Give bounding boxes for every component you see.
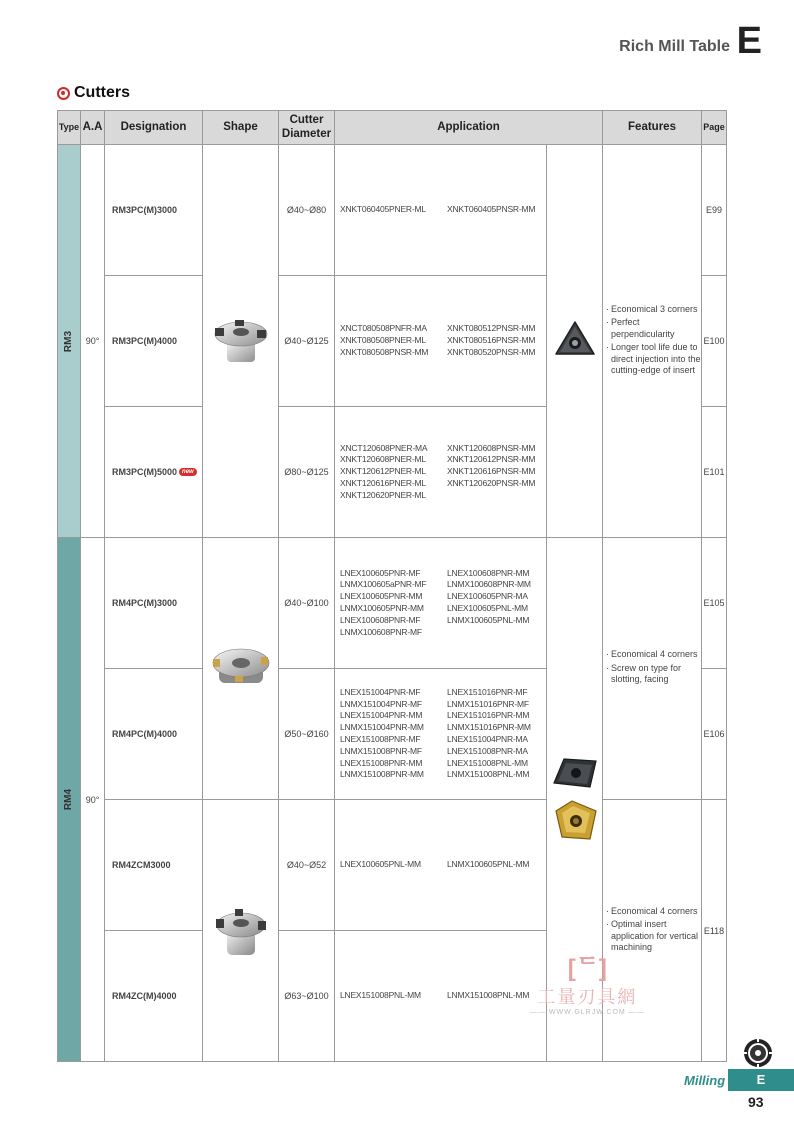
application-cell [335, 669, 547, 800]
insert-code: LNMX100608PNR-MF [340, 626, 422, 637]
feature-item: · Perfect perpendicularity [606, 317, 701, 340]
page-cell: E99 [702, 145, 727, 276]
type-cell-rm3: RM3 [58, 145, 81, 538]
features-cell [603, 145, 702, 538]
diameter-cell: Ø40~Ø80 [279, 145, 335, 276]
footer-tab: E [728, 1069, 794, 1091]
feature-item: · Economical 3 corners [606, 304, 701, 316]
col-aa: A.A [81, 111, 105, 145]
section-title: Cutters [74, 84, 131, 101]
insert-code: LNEX151016PNR-MM [447, 710, 530, 721]
insert-code: LNMX100605PNL-MM [447, 614, 530, 625]
application-cell [335, 931, 547, 1062]
features-cell [603, 800, 702, 1062]
insert-code: XNKT120608PNSR-MM [447, 442, 536, 453]
section-heading [57, 84, 130, 102]
insert-code: LNEX100605PNR-MM [340, 591, 423, 602]
shape-cell [203, 800, 279, 1062]
page-cell: E105 [702, 538, 727, 669]
diameter-cell: Ø40~Ø125 [279, 276, 335, 407]
shape-cell [203, 538, 279, 800]
insert-code: XNKT080508PNER-ML [340, 335, 426, 346]
insert-code: LNEX151008PNR-MM [340, 757, 423, 768]
header-title: Rich Mill Table [619, 38, 730, 55]
application-column-right [447, 323, 546, 358]
insert-code: XNCT080508PNFR-MA [340, 323, 427, 334]
insert-code: LNMX100605aPNR-MF [340, 579, 427, 590]
rm4-insert-gold-icon [550, 797, 600, 845]
insert-code: LNMX151004PNR-MF [340, 698, 422, 709]
designation-cell: RM4ZCM3000 [105, 800, 203, 931]
feature-item: · Economical 4 corners [606, 906, 701, 918]
insert-code: LNEX100605PNL-MM [340, 859, 421, 870]
milling-cutter-icon [742, 1037, 774, 1069]
table-row [58, 538, 727, 669]
table-row [58, 800, 727, 931]
application-column-left [340, 443, 439, 502]
features-list [606, 906, 701, 954]
diameter-cell: Ø63~Ø100 [279, 931, 335, 1062]
insert-code: LNEX151008PNR-MA [447, 745, 528, 756]
type-cell-rm4: RM4 [58, 538, 81, 1062]
insert-code: XNKT120616PNER-ML [340, 477, 426, 488]
designation-cell: RM3PC(M)5000 new [105, 407, 203, 538]
insert-code: LNMX100608PNR-MM [447, 579, 531, 590]
rm4zc-cutter-icon [213, 901, 269, 959]
insert-code: LNEX151004PNR-MA [447, 734, 528, 744]
designation-cell: RM3PC(M)4000 [105, 276, 203, 407]
designation-cell: RM4PC(M)3000 [105, 538, 203, 669]
feature-item: · Economical 4 corners [606, 649, 701, 661]
col-application: Application [335, 111, 603, 145]
watermark-text: 工量刃具網 [537, 987, 638, 1008]
rm4pc-cutter-icon [209, 643, 273, 693]
insert-code: LNEX151004PNR-MF [340, 686, 421, 697]
page-cell: E101 [702, 407, 727, 538]
insert-code: LNEX151016PNR-MF [447, 686, 528, 697]
application-column-left [340, 990, 439, 1002]
application-column-left [340, 323, 439, 358]
diameter-cell: Ø40~Ø100 [279, 538, 335, 669]
footer-label: Milling [684, 1073, 726, 1088]
features-list [606, 649, 701, 686]
insert-code: XNKT120608PNER-ML [340, 454, 426, 465]
insert-code: LNEX100605PNR-MA [447, 591, 528, 602]
insert-code: LNMX100605PNR-MM [340, 603, 424, 613]
application-column-right [447, 443, 546, 502]
application-column-left [340, 568, 439, 639]
insert-code: LNMX151004PNR-MM [340, 722, 424, 733]
insert-code: XNKT120612PNSR-MM [447, 454, 536, 465]
cutters-table [57, 110, 727, 1062]
designation-cell: RM4ZC(M)4000 [105, 931, 203, 1062]
insert-code: LNMX151008PNL-MM [447, 769, 530, 780]
rm4-insert-dark-icon [550, 753, 600, 793]
insert-code: LNEX151004PNR-MM [340, 710, 423, 721]
insert-code: LNMX151008PNL-MM [447, 990, 530, 1001]
col-diameter: Cutter Diameter [279, 111, 335, 145]
application-column-right [447, 859, 546, 871]
features-list [606, 304, 701, 377]
application-column-right [447, 204, 546, 216]
page-number: 93 [748, 1094, 764, 1110]
col-features: Features [603, 111, 702, 145]
page-cell: E118 [702, 800, 727, 1062]
diameter-cell: Ø40~Ø52 [279, 800, 335, 931]
insert-cell [547, 145, 603, 538]
designation-cell: RM4PC(M)4000 [105, 669, 203, 800]
new-badge: new [179, 468, 197, 476]
col-type: Type [58, 111, 81, 145]
features-cell [603, 538, 702, 800]
watermark [530, 948, 645, 1016]
insert-code: LNMX151016PNR-MF [447, 698, 529, 709]
page-cell: E100 [702, 276, 727, 407]
application-column-right [447, 568, 546, 639]
table-header-row [58, 111, 727, 145]
rm3-cutter-icon [211, 312, 271, 368]
application-cell [335, 276, 547, 407]
col-designation: Designation [105, 111, 203, 145]
page-cell: E106 [702, 669, 727, 800]
insert-code: XNKT060405PNER-ML [340, 204, 426, 215]
feature-item: · Longer tool life due to direct injection into the cutting-edge of insert [606, 342, 701, 377]
aa-cell: 90° [81, 538, 105, 1062]
application-column-right [447, 687, 546, 781]
application-cell [335, 538, 547, 669]
diameter-cell: Ø50~Ø160 [279, 669, 335, 800]
watermark-url: —— WWW.GLRJW.COM —— [530, 1009, 645, 1016]
insert-code: LNEX100608PNR-MM [447, 567, 530, 578]
insert-code: XNKT120616PNSR-MM [447, 466, 536, 477]
insert-code: LNMX100605PNL-MM [447, 859, 530, 870]
application-column-left [340, 687, 439, 781]
insert-code: XNKT080516PNSR-MM [447, 335, 536, 346]
insert-code: XNKT060405PNSR-MM [447, 204, 536, 215]
shape-cell [203, 145, 279, 538]
insert-code: LNEX151008PNR-MF [340, 734, 421, 744]
insert-code: XNKT120612PNER-ML [340, 466, 426, 477]
insert-code: XNKT080512PNSR-MM [447, 323, 536, 334]
insert-code: LNEX100605PNL-MM [447, 603, 528, 613]
insert-code: LNEX151008PNL-MM [447, 757, 528, 768]
insert-code: LNEX100605PNR-MF [340, 567, 421, 578]
insert-code: XNCT120608PNER-MA [340, 442, 428, 453]
insert-code: LNMX151008PNR-MF [340, 745, 422, 756]
col-page: Page [702, 111, 727, 145]
rm3-insert-icon [550, 318, 600, 362]
diameter-cell: Ø80~Ø125 [279, 407, 335, 538]
application-column-left [340, 859, 439, 871]
application-cell [335, 407, 547, 538]
insert-code: XNKT120620PNER-ML [340, 489, 426, 500]
insert-code: XNKT080508PNSR-MM [340, 346, 429, 357]
insert-code: LNEX151008PNL-MM [340, 990, 421, 1001]
application-cell [335, 800, 547, 931]
insert-code: XNKT120620PNSR-MM [447, 477, 536, 488]
feature-item: · Screw on type for slotting, facing [606, 663, 701, 686]
header-letter: E [736, 20, 762, 62]
application-column-left [340, 204, 439, 216]
application-cell [335, 145, 547, 276]
col-shape: Shape [203, 111, 279, 145]
insert-code: LNEX100608PNR-MF [340, 614, 421, 625]
table-row [58, 145, 727, 276]
feature-item: · Optimal insert application for vertical machining [606, 919, 701, 954]
section-bullet-icon [57, 87, 70, 100]
insert-code: LNMX151016PNR-MM [447, 722, 531, 733]
designation-cell: RM3PC(M)3000 [105, 145, 203, 276]
insert-code: LNMX151008PNR-MM [340, 769, 424, 780]
insert-code: XNKT080520PNSR-MM [447, 346, 536, 357]
aa-cell: 90° [81, 145, 105, 538]
watermark-logo: [ᄃ] [567, 955, 607, 982]
